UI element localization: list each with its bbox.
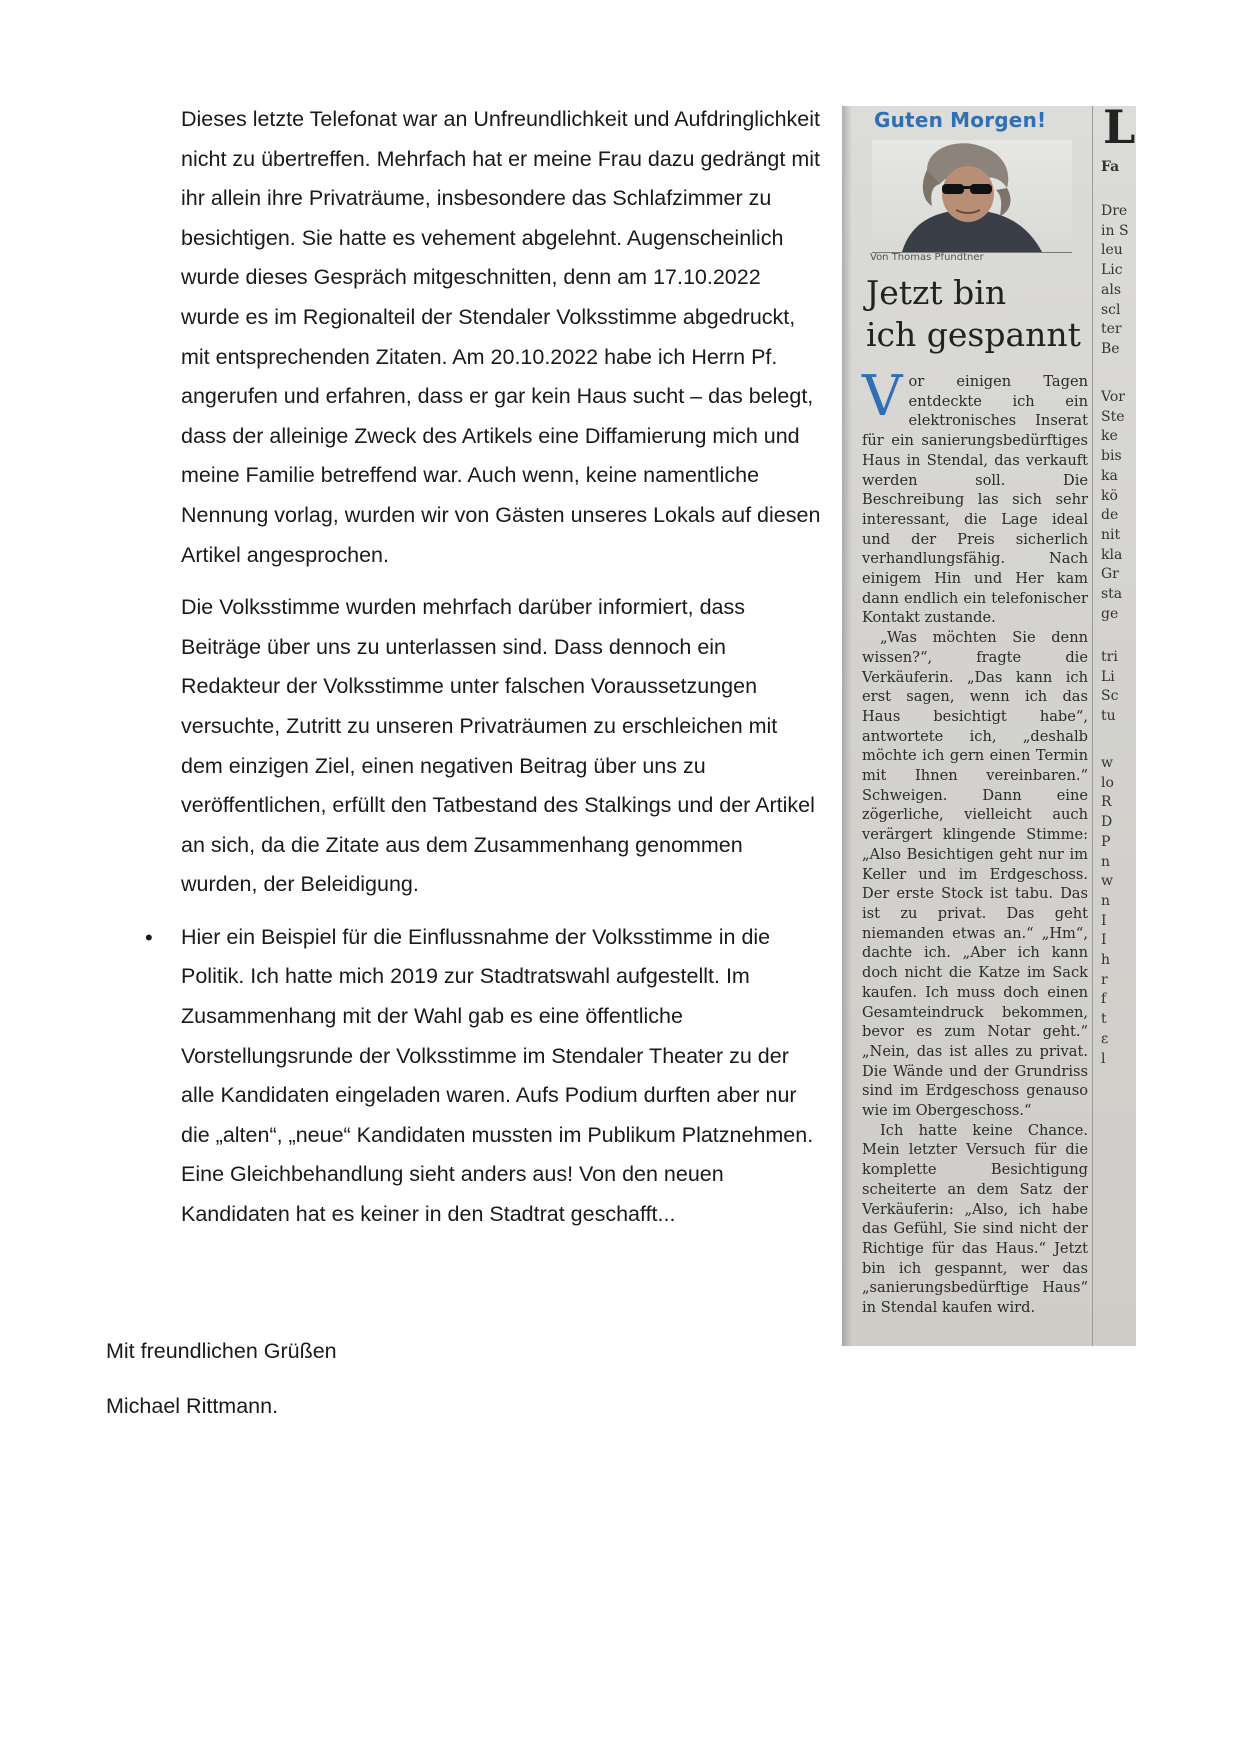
- headline-line-1: Jetzt bin: [866, 273, 1007, 312]
- article-text: [862, 364, 1088, 1318]
- bullet-list-item: [145, 918, 821, 1235]
- adjacent-article-fragment: [1092, 106, 1136, 1346]
- adjacent-text-fragment-3: tri Li Sc tu: [1101, 649, 1119, 725]
- signature-name: Michael Rittmann.: [106, 1394, 279, 1418]
- bullet-icon: •: [145, 924, 153, 950]
- adjacent-subhead-fragment: Fa: [1101, 159, 1120, 175]
- clipping-shadow: [842, 106, 852, 1346]
- article-paragraph-3: Ich hatte keine Chance. Mein letzter Versuch für die komplette Besichtigung scheiterte an dem Satz der Verkäuferin: „Also, ich habe das Gefühl, Sie sind nicht der Richtige für das Haus.“ Jetzt bin ich gespannt, wer das „sanierungsbedürftige Haus“ in Stendal kaufen wird.: [862, 1121, 1088, 1317]
- article-paragraph-1: or einigen Tagen entdeckte ich ein elektronisches Inserat für ein sanierungsbedürftiges Haus in Stendal, das verkauft werden soll. Die Beschreibung las sich sehr interessant, die Lage ideal und der Preis sicherlich verhandlungsfähig. Nach einigem Hin und Her kam dann endlich ein telefonischer Kontakt zustande.: [862, 373, 1088, 627]
- byline: Von Thomas Pfundtner: [870, 252, 984, 263]
- newspaper-clipping: [842, 106, 1136, 1346]
- bullet-paragraph-politik: Hier ein Beispiel für die Einflussnahme der Volksstimme in die Politik. Ich hatte mich 2019 zur Stadtratswahl aufgestellt. Im Zusammenhang mit der Wahl gab es eine öffentliche Vorstellungsrunde der Volksstimme im Stendaler Theater zu der alle Kandidaten eingeladen waren. Aufs Podium durften aber nur die „alten“, „neue“ Kandidaten mussten im Publikum Platznehmen. Eine Gleichbehandlung sieht anders aus! Von den neuen Kandidaten hat es keiner in den Stadtrat geschafft...: [181, 924, 814, 1227]
- adjacent-text-fragment-2: Vor Ste ke bis ka kö de nit kla Gr sta ge: [1101, 389, 1125, 622]
- article-headline: [866, 272, 1086, 356]
- letter-body: [145, 100, 821, 1235]
- paragraph-telefonat: Dieses letzte Telefonat war an Unfreundlichkeit und Aufdringlichkeit nicht zu übertreffen. Mehrfach hat er meine Frau dazu gedrängt mit ihr allein ihre Privaträume, insbesondere das Schlafzimmer zu besichtigen. Sie hatte es vehement abgelehnt. Augenscheinlich wurde dieses Gespräch mitgeschnitten, denn am 17.10.2022 wurde es im Regionalteil der Stendaler Volksstimme abgedruckt, mit entsprechenden Zitaten. Am 20.10.2022 habe ich Herrn Pf. angerufen und erfahren, dass er gar kein Haus sucht – das belegt, dass der alleinige Zweck des Artikels eine Diffamierung mich und meine Familie betreffend war. Auch wenn, keine namentliche Nennung vorlag, wurden wir von Gästen unseres Lokals auf diesen Artikel angesprochen.: [181, 107, 821, 567]
- drop-cap: V: [862, 364, 903, 429]
- article-paragraph-2: „Was möchten Sie denn wissen?“, fragte die Verkäuferin. „Das kann ich erst sagen, wenn ich das Haus besichtigt habe“, antwortete ich, „deshalb möchte ich gern einen Termin mit Ihnen vereinbaren.“ Schweigen. Dann eine zögerliche, vielleicht auch verärgert klingende Stimme: „Also Besichtigen geht nur im Keller und im Erdgeschoss. Der erste Stock ist tabu. Das ist zu privat. Das geht niemanden etwas an.“ „Hm“, dachte ich. „Aber ich kann doch nicht die Katze im Sack kaufen. Ich muss doch einen Gesamteindruck bekommen, bevor es zum Notar geht.“ „Nein, das ist alles zu privat. Die Wände und der Grundriss sind im Erdgeschoss genauso wie im Obergeschoss.“: [862, 629, 1088, 1120]
- author-photo: [872, 140, 1072, 253]
- headline-line-2: ich gespannt: [866, 315, 1081, 354]
- closing-greeting: Mit freundlichen Grüßen: [106, 1339, 337, 1363]
- author-portrait-icon: [872, 140, 1072, 252]
- column-header: Guten Morgen!: [874, 108, 1047, 132]
- paragraph-volksstimme: Die Volksstimme wurden mehrfach darüber informiert, dass Beiträge über uns zu unterlassen sind. Dass dennoch ein Redakteur der Volksstimme unter falschen Voraussetzungen versuchte, Zutritt zu unseren Privaträumen zu erschleichen mit dem einzigen Ziel, einen negativen Beitrag über uns zu veröffentlichen, erfüllt den Tatbestand des Stalkings und der Artikel an sich, da die Zitate aus dem Zusammenhang genommen wurden, der Beleidigung.: [181, 595, 815, 897]
- adjacent-text-fragment-4: w lo R D P n w n I I h r f t ε l: [1101, 755, 1114, 1067]
- adjacent-headline-letter: L: [1103, 106, 1136, 154]
- adjacent-text-fragment-1: Dre in S leu Lic als scl ter Be: [1101, 203, 1129, 357]
